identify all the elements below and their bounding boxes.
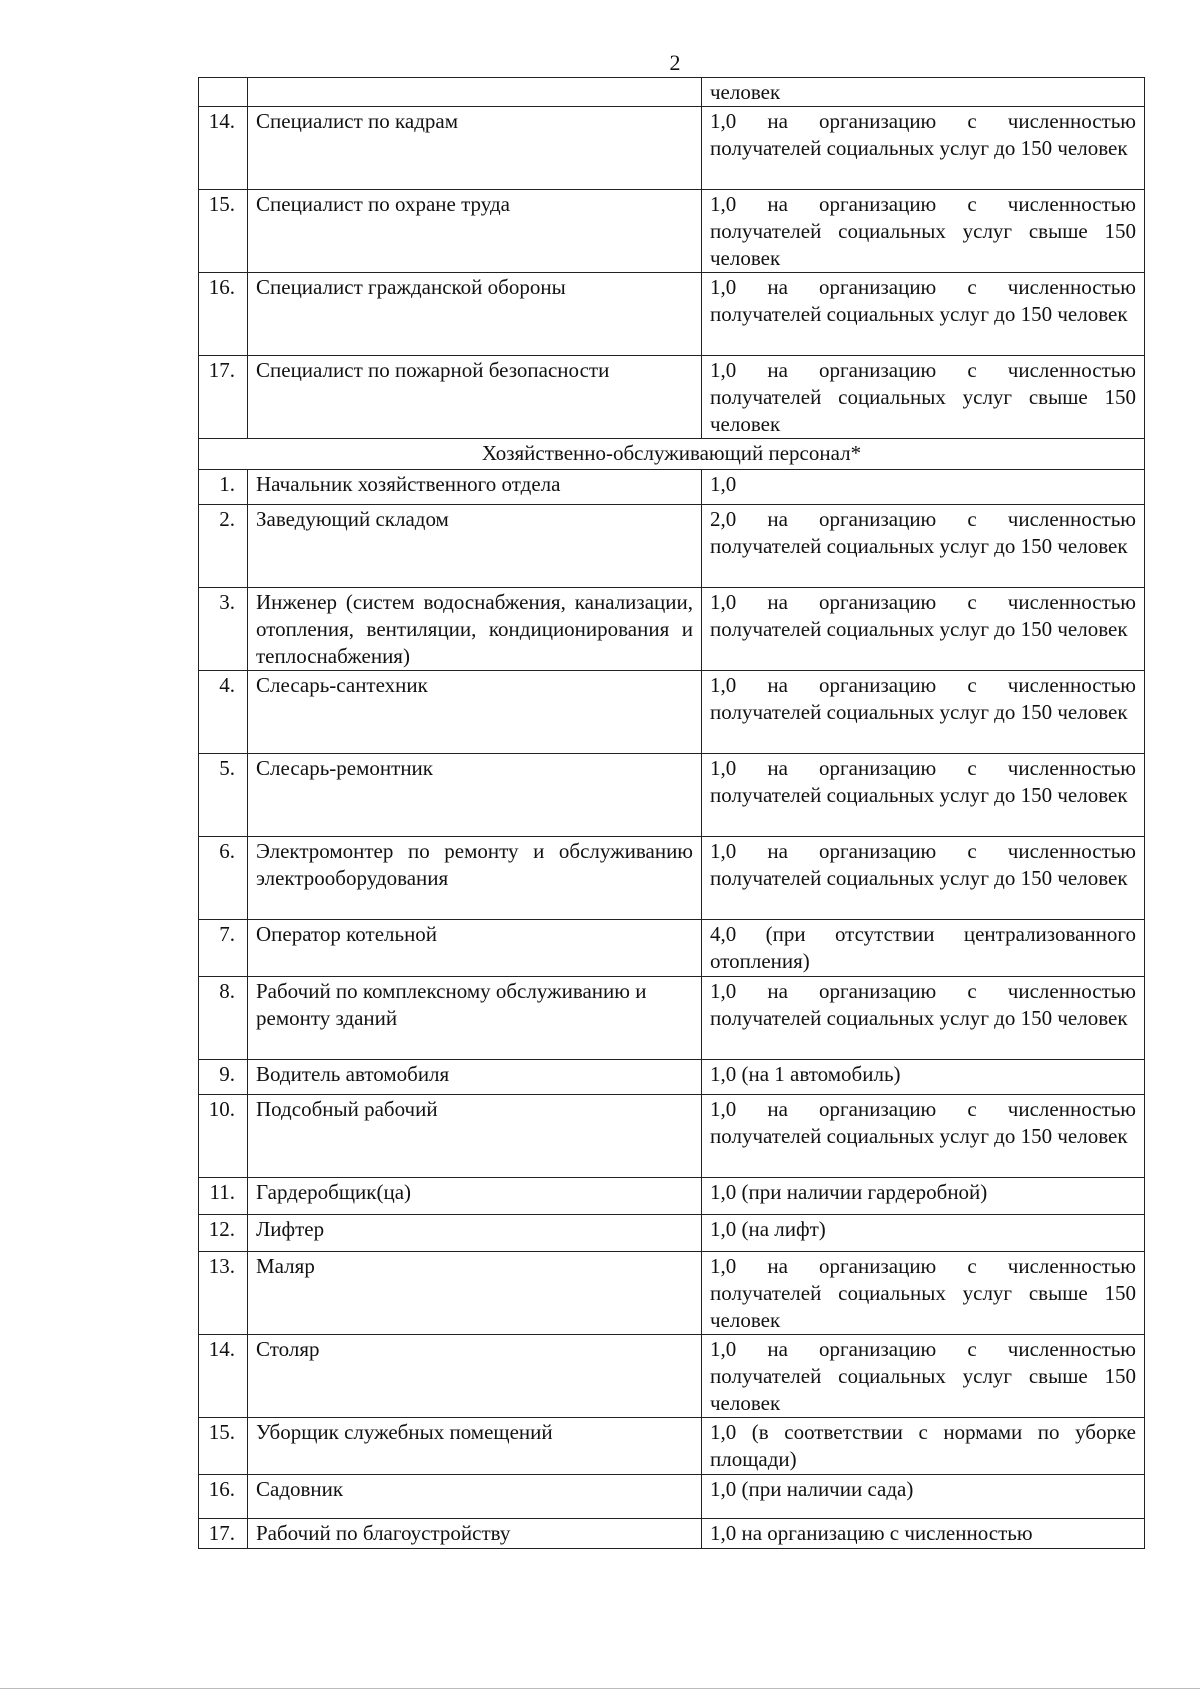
- table-row: [199, 1475, 1145, 1519]
- position-name: Специалист по кадрам: [248, 107, 702, 190]
- staffing-norm: 1,0 на организацию с численностью получателей социальных услуг до 150 человек: [702, 754, 1145, 837]
- staffing-norm: 2,0 на организацию с численностью получателей социальных услуг до 150 человек: [702, 505, 1145, 588]
- staffing-norm: 1,0: [702, 470, 1145, 505]
- staffing-norm: 1,0 на организацию с численностью получателей социальных услуг свыше 150 человек: [702, 190, 1145, 273]
- position-name: Специалист гражданской обороны: [248, 273, 702, 356]
- position-name: Слесарь-ремонтник: [248, 754, 702, 837]
- table-row: [199, 671, 1145, 754]
- row-number: 1.: [199, 470, 248, 505]
- table-row: [199, 78, 1145, 107]
- table-row: [199, 920, 1145, 977]
- table-row: [199, 505, 1145, 588]
- table-row: [199, 754, 1145, 837]
- row-number: 16.: [199, 1475, 248, 1519]
- table-row: [199, 1060, 1145, 1095]
- staffing-norm: 1,0 на организацию с численностью получателей социальных услуг до 150 человек: [702, 837, 1145, 920]
- staffing-norm: 1,0 на организацию с численностью получателей социальных услуг до 150 человек: [702, 671, 1145, 754]
- section-header-row: [199, 439, 1145, 470]
- page-number: 2: [669, 50, 681, 75]
- position-name: Специалист по охране труда: [248, 190, 702, 273]
- position-name: Столяр: [248, 1335, 702, 1418]
- position-name: [248, 78, 702, 107]
- position-name: Садовник: [248, 1475, 702, 1519]
- staffing-norm: 1,0 на организацию с численностью получателей социальных услуг до 150 человек: [702, 977, 1145, 1060]
- staffing-norm: 1,0 (при наличии гардеробной): [702, 1178, 1145, 1215]
- row-number: 17.: [199, 356, 248, 439]
- row-number: 15.: [199, 190, 248, 273]
- table-row: [199, 470, 1145, 505]
- staffing-norm: 1,0 на организацию с численностью получателей социальных услуг свыше 150 человек: [702, 1252, 1145, 1335]
- table-row: [199, 1519, 1145, 1549]
- row-number: 9.: [199, 1060, 248, 1095]
- position-name: Инженер (систем водоснабжения, канализации, отопления, вентиляции, кондиционирования и теплоснабжения): [248, 588, 702, 671]
- staffing-norm: 1,0 на организацию с численностью: [702, 1519, 1145, 1549]
- table-row: [199, 1335, 1145, 1418]
- position-name: Уборщик служебных помещений: [248, 1418, 702, 1475]
- table-row: [199, 1095, 1145, 1178]
- table-row: [199, 190, 1145, 273]
- staffing-norm: 1,0 на организацию с численностью получателей социальных услуг до 150 человек: [702, 273, 1145, 356]
- position-name: Подсобный рабочий: [248, 1095, 702, 1178]
- row-number: 13.: [199, 1252, 248, 1335]
- staffing-norm: 1,0 на организацию с численностью получателей социальных услуг до 150 человек: [702, 588, 1145, 671]
- position-name: Маляр: [248, 1252, 702, 1335]
- page-edge-divider: [0, 1688, 1200, 1689]
- row-number: 14.: [199, 1335, 248, 1418]
- staffing-norm: 1,0 на организацию с численностью получателей социальных услуг до 150 человек: [702, 1095, 1145, 1178]
- table-row: [199, 1215, 1145, 1252]
- position-name: Рабочий по благоустройству: [248, 1519, 702, 1549]
- staffing-norm: 1,0 на организацию с численностью получателей социальных услуг свыше 150 человек: [702, 356, 1145, 439]
- staffing-norm: 4,0 (при отсутствии централизованного отопления): [702, 920, 1145, 977]
- position-name: Слесарь-сантехник: [248, 671, 702, 754]
- table-row: [199, 1252, 1145, 1335]
- row-number: 5.: [199, 754, 248, 837]
- staffing-norm: 1,0 (в соответствии с нормами по уборке площади): [702, 1418, 1145, 1475]
- position-name: Лифтер: [248, 1215, 702, 1252]
- table-row: [199, 356, 1145, 439]
- row-number: 2.: [199, 505, 248, 588]
- position-name: Гардеробщик(ца): [248, 1178, 702, 1215]
- staffing-norm: человек: [702, 78, 1145, 107]
- row-number: 14.: [199, 107, 248, 190]
- position-name: Рабочий по комплексному обслуживанию и ремонту зданий: [248, 977, 702, 1060]
- table-row: [199, 1178, 1145, 1215]
- table-row: [199, 588, 1145, 671]
- table-row: [199, 1418, 1145, 1475]
- table-row: [199, 273, 1145, 356]
- row-number: 16.: [199, 273, 248, 356]
- section-title: Хозяйственно-обслуживающий персонал*: [199, 439, 1145, 470]
- position-name: Оператор котельной: [248, 920, 702, 977]
- staffing-norm: 1,0 (на лифт): [702, 1215, 1145, 1252]
- row-number: 12.: [199, 1215, 248, 1252]
- staffing-norm: 1,0 на организацию с численностью получателей социальных услуг свыше 150 человек: [702, 1335, 1145, 1418]
- row-number: 6.: [199, 837, 248, 920]
- table-row: [199, 107, 1145, 190]
- row-number: 4.: [199, 671, 248, 754]
- position-name: Водитель автомобиля: [248, 1060, 702, 1095]
- position-name: Специалист по пожарной безопасности: [248, 356, 702, 439]
- staffing-norm: 1,0 (на 1 автомобиль): [702, 1060, 1145, 1095]
- row-number: 8.: [199, 977, 248, 1060]
- row-number: 10.: [199, 1095, 248, 1178]
- staffing-norm: 1,0 на организацию с численностью получателей социальных услуг до 150 человек: [702, 107, 1145, 190]
- row-number: [199, 78, 248, 107]
- row-number: 7.: [199, 920, 248, 977]
- row-number: 17.: [199, 1519, 248, 1549]
- row-number: 11.: [199, 1178, 248, 1215]
- row-number: 15.: [199, 1418, 248, 1475]
- table-row: [199, 837, 1145, 920]
- position-name: Электромонтер по ремонту и обслуживанию электрооборудования: [248, 837, 702, 920]
- row-number: 3.: [199, 588, 248, 671]
- position-name: Начальник хозяйственного отдела: [248, 470, 702, 505]
- table-row: [199, 977, 1145, 1060]
- staff-norms-table: [198, 77, 1145, 1549]
- staffing-norm: 1,0 (при наличии сада): [702, 1475, 1145, 1519]
- position-name: Заведующий складом: [248, 505, 702, 588]
